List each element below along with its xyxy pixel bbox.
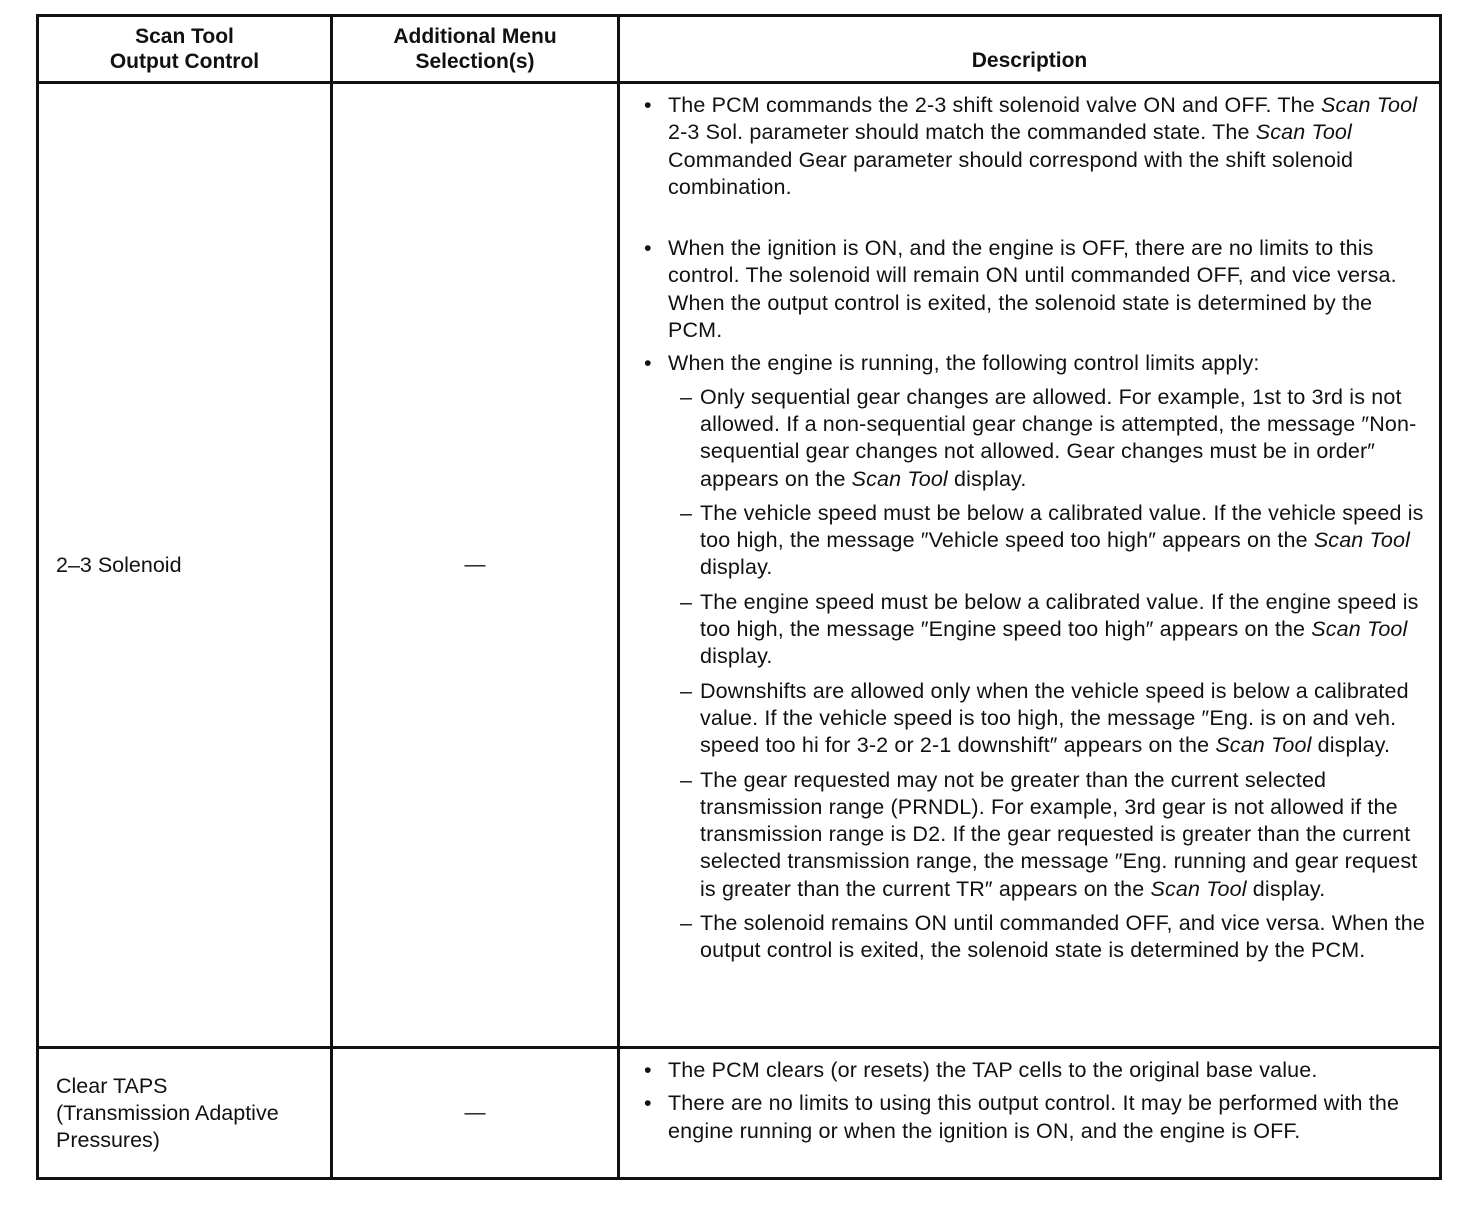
bullet-item xyxy=(644,92,1431,201)
item-text xyxy=(700,678,1431,760)
dash-icon: – xyxy=(680,678,693,703)
bullet-icon: • xyxy=(644,1091,652,1116)
italic-term: Scan Tool xyxy=(1313,528,1410,553)
text-run: display. xyxy=(700,555,773,580)
bullet-icon: • xyxy=(644,1058,652,1082)
bullet-item xyxy=(644,350,1431,377)
item-text xyxy=(700,910,1431,965)
item-text xyxy=(668,92,1431,201)
bullet-icon: • xyxy=(644,351,652,376)
header-line: Selection(s) xyxy=(415,50,535,73)
italic-term: Scan Tool xyxy=(1255,120,1352,145)
italic-term: Scan Tool xyxy=(1150,876,1247,901)
bullet-icon: • xyxy=(644,93,652,117)
sub-item xyxy=(680,678,1431,760)
text-run: display. xyxy=(947,466,1027,491)
text-run: When the ignition is ON, and the engine is OFF, there are no limits to this control. The solenoid will remain ON until commanded OFF, and vice versa. When the output control is exited, the solenoid state is determined by the PCM. xyxy=(668,236,1397,343)
item-text xyxy=(700,589,1431,671)
header-line: Output Control xyxy=(109,50,260,73)
control-name-cell xyxy=(39,1049,333,1177)
text-run: Commanded Gear parameter should correspond with the shift solenoid combination. xyxy=(668,147,1354,199)
sub-item xyxy=(680,500,1431,582)
item-text xyxy=(668,235,1431,344)
dash-icon: – xyxy=(680,911,693,936)
item-text xyxy=(668,1090,1431,1145)
italic-term: Scan Tool xyxy=(1215,733,1312,758)
item-text xyxy=(700,767,1431,903)
header-additional-menu-selections xyxy=(333,17,620,81)
control-name-cell xyxy=(39,84,333,1046)
item-text xyxy=(700,500,1431,582)
dash-icon: – xyxy=(680,384,693,409)
dash-icon: – xyxy=(680,589,693,614)
text-run: 2-3 Sol. parameter should match the commanded state. The xyxy=(668,120,1256,145)
italic-term: Scan Tool xyxy=(1311,617,1408,642)
control-name-line: (Transmission Adaptive xyxy=(56,1100,279,1125)
text-run: The PCM clears (or resets) the TAP cells to the original base value. xyxy=(668,1058,1318,1082)
text-run: The gear requested may not be greater than the current selected transmission range (PRNDL). For example, 3rd gear is not allowed if the transmission range is D2. If the gear requested is greater than the current selected transmission range, the message ″Eng. running and gear request is greater than the current TR″ appears on the xyxy=(700,767,1418,901)
text-run: display. xyxy=(1246,876,1326,901)
menu-selection-cell: — xyxy=(333,1049,620,1177)
dash-icon: – xyxy=(680,767,693,792)
text-run: The solenoid remains ON until commanded OFF, and vice versa. When the output control is exited, the solenoid state is determined by the PCM. xyxy=(700,911,1425,963)
italic-term: Scan Tool xyxy=(851,466,948,491)
item-text xyxy=(668,350,1259,377)
table-row xyxy=(39,81,1439,1046)
item-text xyxy=(668,1057,1318,1084)
italic-term: Scan Tool xyxy=(1321,93,1418,117)
sub-item xyxy=(680,589,1431,671)
sub-item xyxy=(680,767,1431,903)
bullet-item xyxy=(644,1057,1431,1084)
header-description: Description xyxy=(971,49,1088,72)
text-run: display. xyxy=(1311,733,1391,758)
header-scan-tool-output-control xyxy=(39,17,333,81)
text-run: display. xyxy=(700,644,773,669)
dash-icon: – xyxy=(680,500,693,525)
menu-selection-cell: — xyxy=(333,84,620,1046)
control-name: 2–3 Solenoid xyxy=(56,552,182,577)
text-run: Only sequential gear changes are allowed. For example, 1st to 3rd is not allowed. If a non-sequential gear change is attempted, the message ″Non-sequential gear changes not allowed. Gear changes must be in order″ appears on the xyxy=(700,384,1417,491)
table-header-row xyxy=(39,17,1439,81)
output-control-table xyxy=(36,14,1442,1180)
bullet-item xyxy=(644,1090,1431,1145)
text-run: There are no limits to using this output control. It may be performed with the engine running or when the ignition is ON, and the engine is OFF. xyxy=(668,1091,1400,1143)
description-cell xyxy=(620,1049,1439,1177)
text-run: The vehicle speed must be below a calibrated value. If the vehicle speed is too high, the message ″Vehicle speed too high″ appears on the xyxy=(700,500,1424,553)
control-name-line: Clear TAPS xyxy=(56,1073,168,1098)
header-line: Scan Tool xyxy=(135,25,234,48)
text-run: Downshifts are allowed only when the vehicle speed is below a calibrated value. If the vehicle speed is too high, the message ″Eng. is on and veh. speed too hi for 3-2 or 2-1 downshift″ appears on the xyxy=(700,678,1409,758)
text-run: The PCM commands the 2-3 shift solenoid valve ON and OFF. The xyxy=(668,93,1321,117)
item-text xyxy=(700,384,1431,493)
bullet-icon: • xyxy=(644,236,652,261)
table-row xyxy=(39,1046,1439,1177)
header-line: Additional Menu xyxy=(393,25,557,48)
text-run: When the engine is running, the following control limits apply: xyxy=(668,351,1260,376)
text-run: The engine speed must be below a calibrated value. If the engine speed is too high, the message ″Engine speed too high″ appears on the xyxy=(700,589,1419,642)
sub-item xyxy=(680,384,1431,493)
control-name xyxy=(56,1073,279,1154)
description-cell xyxy=(620,84,1439,1046)
control-name-line: Pressures) xyxy=(56,1127,160,1152)
sub-item xyxy=(680,910,1431,965)
bullet-item xyxy=(644,235,1431,344)
